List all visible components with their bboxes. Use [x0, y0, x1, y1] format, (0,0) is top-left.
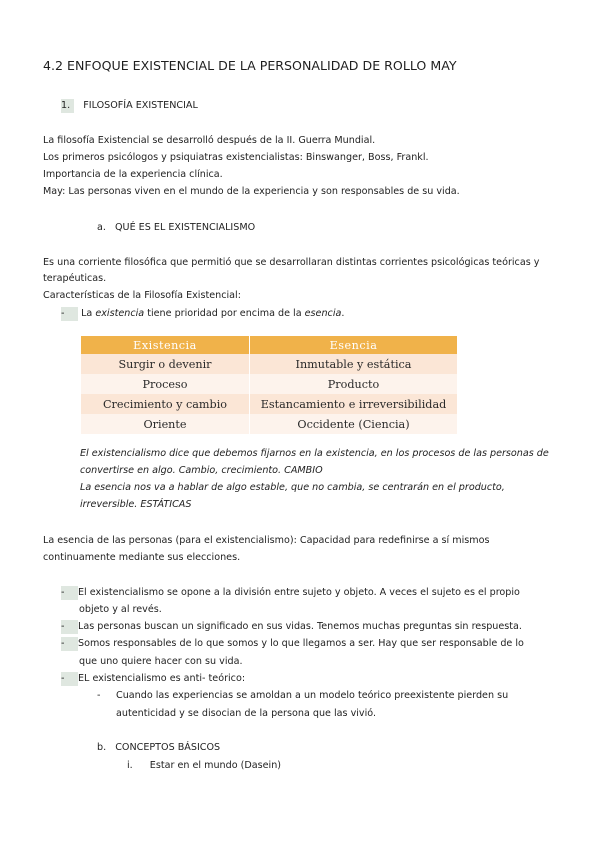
section-heading	[61, 99, 198, 113]
section-number: 1.	[61, 99, 74, 113]
definition-line: Es una corriente filosófica que permitió que se desarrollaran distintas corrientes psicológicas teóricas y	[43, 257, 540, 268]
characteristics-label: Características de la Filosofía Existencial:	[43, 290, 241, 301]
table-row	[81, 414, 457, 434]
bullet-item	[61, 307, 344, 321]
table-cell: Inmutable y estática	[250, 354, 458, 374]
bullet-text-pre: La	[81, 308, 96, 319]
bullet-text-mid: tiene prioridad por encima de la	[144, 308, 305, 319]
bullet-dash: -	[61, 586, 78, 600]
bullet-emphasis: existencia	[95, 308, 145, 319]
note-line: convertirse en algo. Cambio, crecimiento. CAMBIO	[80, 465, 323, 476]
bullet-text: El existencialismo se opone a la división entre sujeto y objeto. A veces el sujeto es el propio	[78, 587, 520, 598]
subsection-heading	[97, 741, 220, 755]
bullet-continuation: objeto y al revés.	[79, 604, 162, 615]
roman-heading	[127, 759, 281, 773]
bullet-dash: -	[61, 307, 78, 321]
roman-label: Estar en el mundo (Dasein)	[149, 760, 282, 771]
definition-line: terapéuticas.	[43, 273, 107, 284]
sub-bullet-dash: -	[97, 690, 101, 701]
intro-line: Importancia de la experiencia clínica.	[43, 169, 223, 180]
table-cell: Crecimiento y cambio	[81, 394, 250, 414]
bullet-dash: -	[61, 620, 78, 634]
bullet-item	[61, 637, 524, 651]
subsection-label: CONCEPTOS BÁSICOS	[115, 742, 221, 753]
table-cell: Estancamiento e irreversibilidad	[250, 394, 458, 414]
bullet-text: Las personas buscan un significado en sus vidas. Tenemos muchas preguntas sin respuesta.	[78, 621, 522, 632]
note-line: La esencia nos va a hablar de algo estable, que no cambia, se centrarán en el producto,	[80, 482, 505, 493]
table-row	[81, 374, 457, 394]
table-cell: Proceso	[81, 374, 250, 394]
bullet-text-post: .	[341, 308, 345, 319]
bullet-continuation: que uno quiere hacer con su vida.	[79, 656, 243, 667]
intro-line: La filosofía Existencial se desarrolló después de la II. Guerra Mundial.	[43, 135, 376, 146]
comparison-table	[81, 336, 457, 434]
intro-line: May: Las personas viven en el mundo de la experiencia y son responsables de su vida.	[43, 186, 460, 197]
roman-number: i.	[127, 760, 133, 771]
subsection-heading	[97, 221, 255, 235]
essence-line: La esencia de las personas (para el existencialismo): Capacidad para redefinirse a sí mismos	[43, 535, 490, 546]
page-title: 4.2 ENFOQUE EXISTENCIAL DE LA PERSONALIDAD DE ROLLO MAY	[43, 58, 457, 73]
table-header-row	[81, 336, 457, 354]
section-label: FILOSOFÍA EXISTENCIAL	[83, 100, 198, 111]
note-line: irreversible. ESTÁTICAS	[80, 499, 192, 510]
table-cell: Producto	[250, 374, 458, 394]
bullet-item	[61, 620, 522, 634]
table-header-cell: Esencia	[250, 336, 458, 354]
sub-bullet-text: autenticidad y se disocian de la persona que las vivió.	[116, 708, 377, 719]
subsection-number: b.	[97, 742, 107, 753]
essence-line: continuamente mediante sus elecciones.	[43, 552, 241, 563]
bullet-item	[61, 672, 245, 686]
intro-line: Los primeros psicólogos y psiquiatras existencialistas: Binswanger, Boss, Frankl.	[43, 152, 429, 163]
bullet-item	[61, 586, 520, 600]
table-row	[81, 394, 457, 414]
bullet-dash: -	[61, 637, 78, 651]
bullet-emphasis: esencia	[304, 308, 342, 319]
table-cell: Surgir o devenir	[81, 354, 250, 374]
table-cell: Oriente	[81, 414, 250, 434]
subsection-number: a.	[97, 222, 106, 233]
table-row	[81, 354, 457, 374]
table-header-cell: Existencia	[81, 336, 250, 354]
note-line: El existencialismo dice que debemos fijarnos en la existencia, en los procesos de las personas de	[80, 448, 549, 459]
table-cell: Occidente (Ciencia)	[250, 414, 458, 434]
bullet-text: Somos responsables de lo que somos y lo que llegamos a ser. Hay que ser responsable de lo	[78, 638, 524, 649]
sub-bullet-text: Cuando las experiencias se amoldan a un modelo teórico preexistente pierden su	[116, 690, 509, 701]
bullet-dash: -	[61, 672, 78, 686]
bullet-text: EL existencialismo es anti- teórico:	[78, 673, 246, 684]
subsection-label: QUÉ ES EL EXISTENCIALISMO	[115, 222, 256, 233]
